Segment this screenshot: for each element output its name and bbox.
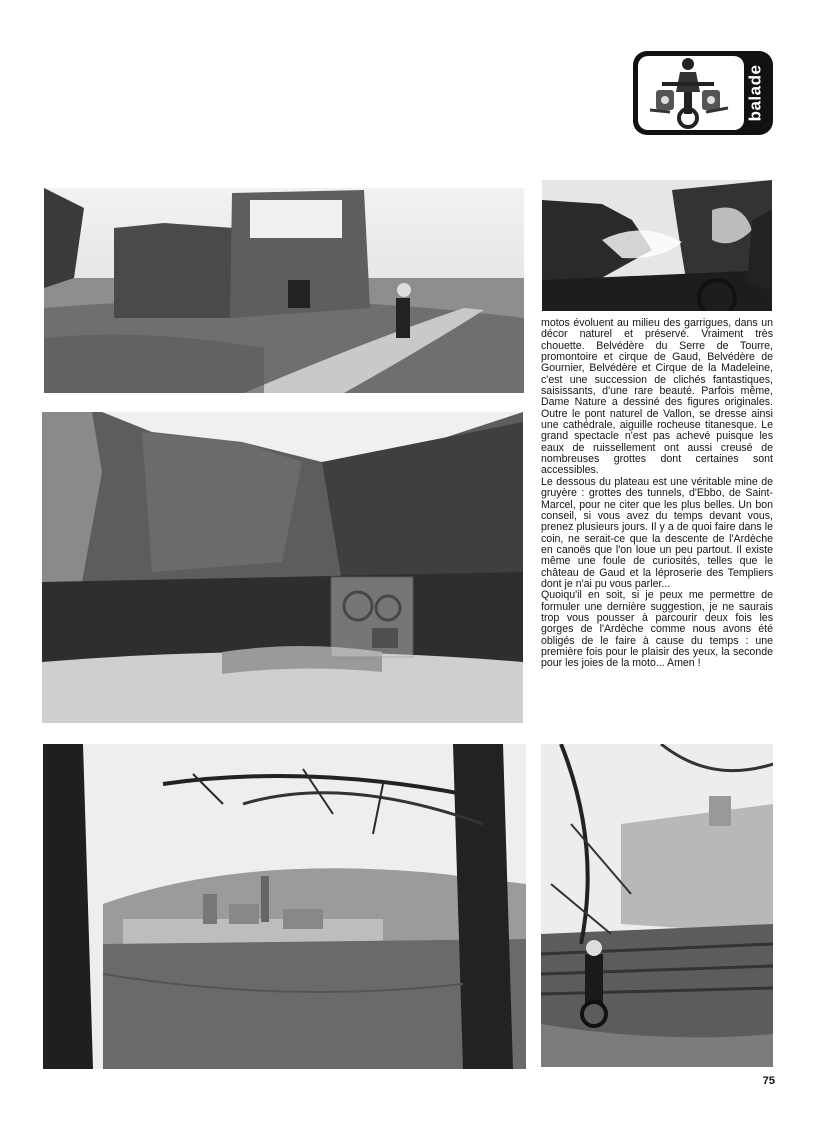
badge-label — [742, 56, 768, 130]
photo-vineyard-rider — [541, 744, 773, 1067]
article-paragraph-3: Quoiqu'il en soit, si je peux me permettre de formuler une dernière suggestion, je ne saurais trop vous pousser à parcourir deux fois les gorges de l'Ardèche comme nous avons été obligés de le faire à cause du temps : une première fois pour le plaisir des yeux, la seconde pour les joies de la moto... Amen ! — [541, 589, 773, 670]
photo-ardeche-gorge — [42, 412, 523, 723]
watermark-logo — [330, 576, 414, 658]
photo-cliff-fog — [542, 180, 772, 311]
article-paragraph-2: Le dessous du plateau est une véritable mine de gruyère : grottes des tunnels, d'Ebbo, de Saint-Marcel, pour ne citer que les plus belles. Un bon conseil, si vous avez du temps devant vous, prenez plusieurs jours. Il y a de quoi faire dans le coin, ne serait-ce que la descente de l'Ardèche en canoës que l'on loue un peu partout. Il existe même une foule de curiosités, telles que le château de Gaud et la léproserie des Templiers dont je n'ai pu vous parler... — [541, 475, 773, 590]
article-paragraph-1: motos évoluent au milieu des garrigues, dans un décor naturel et préservé. Vraiment très chouette. Belvédère du Serre de Tourre, promontoire et cirque de Gaud, Belvédère de Gournier, Belvédère et Cirque de la Madeleine, c'est une succession de clichés fantastiques, saisissants, d'une rare beauté. Parfois même, Dame Nature a dessiné des figures originales. Outre le pont naturel de Vallon, se dresse ainsi une cathédrale, aiguille rocheuse titanesque. Le grand spectacle n'est pas achevé puisque les eaux de ruissellement ont aussi creusé de nombreuses grottes dont certaines sont accessibles. — [541, 317, 773, 477]
article-text — [541, 318, 773, 670]
photo-stone-ruin — [44, 188, 524, 393]
photo-village-landscape — [43, 744, 526, 1069]
page-number: 75 — [762, 1075, 775, 1087]
balade-badge — [632, 50, 774, 136]
badge-label-text: balade — [745, 64, 765, 122]
